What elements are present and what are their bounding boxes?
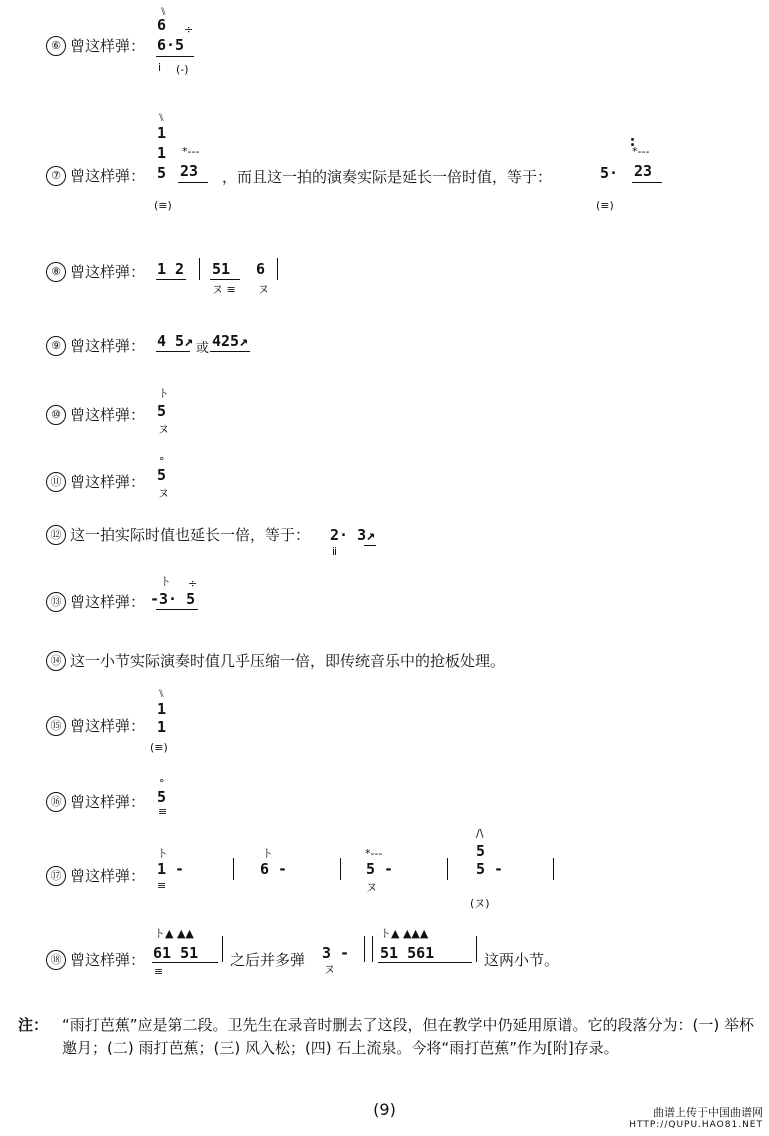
fingering-mark: ヌ (366, 881, 377, 894)
barline (476, 936, 477, 962)
item-text: 这一小节实际演奏时值几乎压缩一倍，即传统音乐中的抢板处理。 (70, 652, 506, 670)
note: 5 (157, 402, 167, 420)
item-label: 曾这样弹： (70, 337, 146, 355)
item-label: 曾这样弹： (70, 793, 146, 811)
note: 2· 3↗ (330, 526, 376, 544)
note: 5 (157, 466, 167, 484)
item-number: ⑭ (46, 651, 66, 671)
underline (156, 56, 194, 57)
item-number: ⑥ (46, 36, 66, 56)
fingering-mark: ≡ (157, 879, 167, 892)
item-label: 曾这样弹： (70, 473, 146, 491)
note: 5 - (476, 860, 504, 878)
fingering-mark: ヌ (324, 963, 335, 976)
ornament-mark: *--- (365, 847, 383, 860)
note: -3· 5 (150, 590, 196, 608)
item-label: 曾这样弹： (70, 593, 146, 611)
item-number: ⑦ (46, 166, 66, 186)
item-number: ⑨ (46, 336, 66, 356)
note: 5 - (366, 860, 394, 878)
fingering-mark: (≡) (596, 199, 614, 212)
footnote-text: “雨打芭蕉”应是第二段。卫先生在录音时删去了这段，但在教学中仍延用原谱。它的段落分为：(一) 举杯邀月；(二) 雨打芭蕉；(三) 风入松；(四) 石上流泉。今将“雨打芭蕉”作为[附]存录。 (62, 1016, 755, 1057)
ornament-mark: ト (160, 575, 171, 588)
item-text: 之后并多弹 (230, 951, 306, 969)
underline (210, 279, 240, 280)
note: 6 (157, 16, 167, 34)
note: : (628, 132, 638, 150)
underline (152, 962, 218, 963)
note: 23 (180, 162, 199, 180)
barline (233, 858, 234, 880)
barline (199, 258, 200, 280)
fingering-mark: ヌ (158, 487, 169, 500)
fingering-mark: ヌ (258, 283, 269, 296)
underline (156, 609, 198, 610)
note: 1 - (157, 860, 185, 878)
item-number: ⑱ (46, 950, 66, 970)
barline (447, 858, 448, 880)
item-label: 曾这样弹： (70, 951, 146, 969)
watermark-line2: HTTP://QUPU.HAO81.NET (629, 1120, 763, 1130)
note: 6·5 (157, 36, 185, 54)
note: 5 (476, 842, 486, 860)
underline (364, 545, 376, 546)
note: 23 (634, 162, 653, 180)
note: 5 (157, 788, 167, 806)
ornament-mark: ÷ (188, 577, 198, 590)
note: 5· (600, 164, 619, 182)
barline (277, 258, 278, 280)
barline (553, 858, 554, 880)
item-text: 这一拍实际时值也延长一倍，等于： (70, 526, 311, 544)
ornament-mark: ト▲ ▲▲ (154, 927, 194, 940)
watermark-line1: 曲谱上传于中国曲谱网 (653, 1106, 763, 1119)
fingering-mark: ≡ (154, 965, 164, 978)
underline (632, 182, 662, 183)
underline (210, 351, 250, 352)
underline (178, 182, 208, 183)
note: 425↗ (212, 332, 249, 350)
note: 1 2 (157, 260, 185, 278)
underline (156, 351, 190, 352)
item-label: 曾这样弹： (70, 37, 146, 55)
item-number: ⑧ (46, 262, 66, 282)
item-label: 曾这样弹： (70, 263, 146, 281)
note: 1 (157, 144, 167, 162)
ornament-mark: ⑊ (158, 687, 165, 700)
ornament-mark: /\ (476, 827, 484, 840)
fingering-mark: ⅱ (332, 545, 338, 558)
item-number: ⑯ (46, 792, 66, 812)
note: 6 - (260, 860, 288, 878)
fingering-mark: (ヌ) (470, 897, 490, 910)
note: 61 51 (153, 944, 199, 962)
note: 1 (157, 700, 167, 718)
ornament-mark: ÷ (184, 23, 194, 36)
barline (372, 936, 373, 962)
underline (378, 962, 472, 963)
item-number: ⑰ (46, 866, 66, 886)
item-number: ⑩ (46, 405, 66, 425)
note: 51 (212, 260, 231, 278)
fingering-mark: (≡) (154, 199, 172, 212)
note: 5 (157, 164, 167, 182)
note: 6 (256, 260, 266, 278)
note: 1 (157, 718, 167, 736)
footnote-label: 注： (18, 1016, 49, 1034)
note: 1 (157, 124, 167, 142)
note: 3 - (322, 944, 350, 962)
ornament-mark: ⑊ (160, 5, 167, 18)
fingering-mark: ≡ (158, 805, 168, 818)
ornament-mark: *--- (182, 145, 200, 158)
ornament-mark: ト (158, 387, 169, 400)
fingering-mark: ヌ ≡ (212, 283, 236, 296)
page-number: (9) (373, 1100, 396, 1119)
barline (340, 858, 341, 880)
item-text: 这两小节。 (484, 951, 560, 969)
item-label: 曾这样弹： (70, 406, 146, 424)
watermark (629, 1106, 763, 1132)
ornament-mark: ト (157, 847, 168, 860)
item-label: 曾这样弹： (70, 717, 146, 735)
item-number: ⑬ (46, 592, 66, 612)
note: 4 5↗ (157, 332, 194, 350)
fingering-mark: (≡) (150, 741, 168, 754)
underline (156, 279, 186, 280)
fingering-mark: ⅰ (158, 61, 162, 74)
item-text: ，而且这一拍的演奏实际是延长一倍时值，等于： (222, 168, 553, 186)
ornament-mark: ° (159, 777, 165, 790)
item-label: 曾这样弹： (70, 867, 146, 885)
note: 51 561 (380, 944, 435, 962)
item-label: 曾这样弹： (70, 167, 146, 185)
fingering-mark: ヌ (158, 423, 169, 436)
ornament-mark: ト▲ ▲▲▲ (380, 927, 429, 940)
barline (222, 936, 223, 962)
ornament-mark: ⑊ (158, 111, 165, 124)
barline (364, 936, 365, 962)
item-number: ⑮ (46, 716, 66, 736)
ornament-mark: ト (262, 847, 273, 860)
item-number: ⑪ (46, 472, 66, 492)
fingering-mark: (-) (176, 63, 189, 76)
ornament-mark: ° (159, 455, 165, 468)
item-text: 或 (196, 341, 210, 356)
item-number: ⑫ (46, 525, 66, 545)
ornament-mark: *--- (632, 145, 650, 158)
